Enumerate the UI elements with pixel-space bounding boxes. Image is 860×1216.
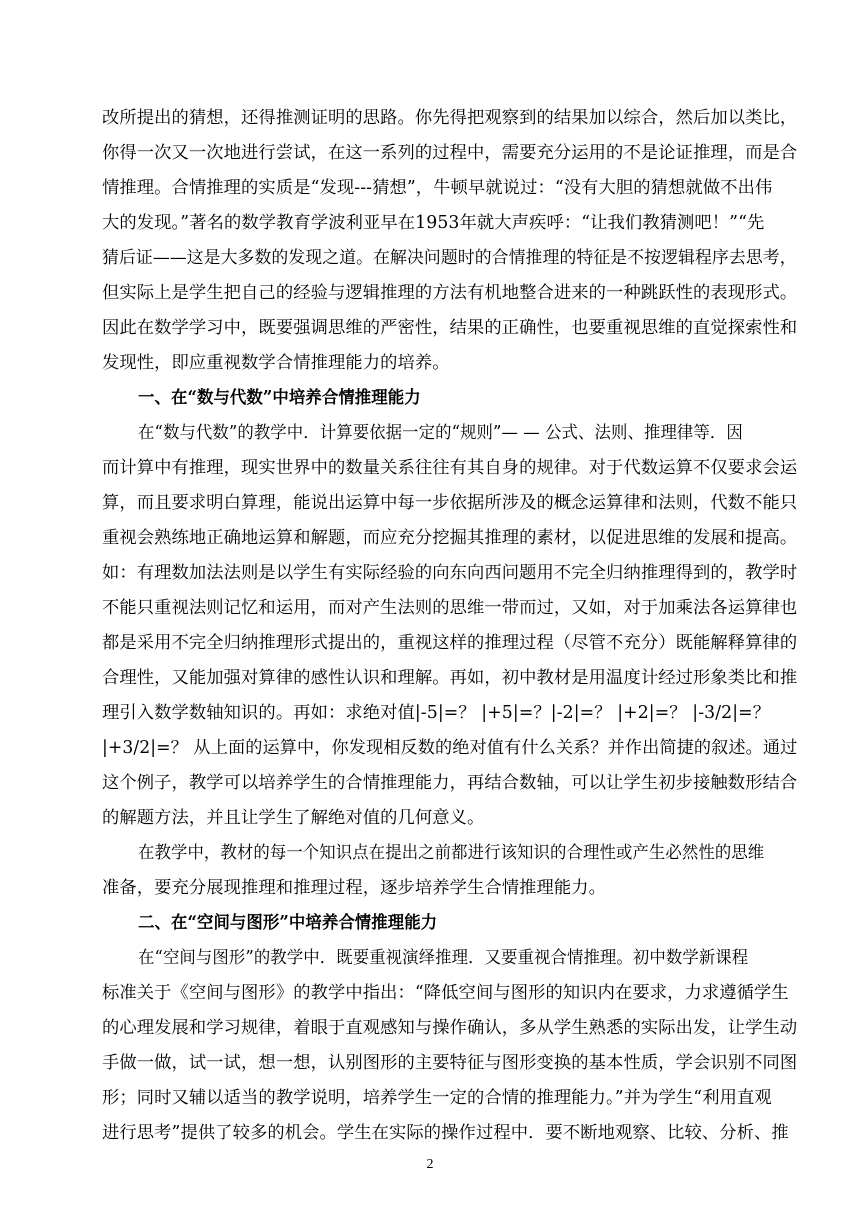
- text-line: 因此在数学学习中，既要强调思维的严密性，结果的正确性，也要重视思维的直觉探索性和: [102, 318, 798, 338]
- text-line: 的心理发展和学习规律，着眼于直观感知与操作确认，多从学生熟悉的实际出发，让学生动: [102, 1018, 798, 1038]
- text-line: 而计算中有推理，现实世界中的数量关系往往有其自身的规律。对于代数运算不仅要求会运: [102, 458, 798, 478]
- text-line: 标准关于《空间与图形》的教学中指出：“降低空间与图形的知识内在要求，力求遵循学生: [102, 983, 789, 1003]
- text-line: 在教学中，教材的每一个知识点在提出之前都进行该知识的合理性或产生必然性的思维: [138, 843, 765, 863]
- text-line: 合理性，又能加强对算律的感性认识和理解。再如，初中教材是用温度计经过形象类比和推: [102, 668, 798, 688]
- text-line: 手做一做，试一试，想一想，认别图形的主要特征与图形变换的基本性质，学会识别不同图: [102, 1053, 798, 1073]
- text-line: 算，而且要求明白算理，能说出运算中每一步依据所涉及的概念运算律和法则，代数不能只: [102, 493, 798, 513]
- text-line: 重视会熟练地正确地运算和解题，而应充分挖掘其推理的素材，以促进思维的发展和提高。: [102, 528, 798, 548]
- text-line: |+3/2|=？ 从上面的运算中，你发现相反数的绝对值有什么关系？并作出简捷的叙述。通过: [102, 738, 798, 758]
- text-line: 准备，要充分展现推理和推理过程，逐步培养学生合情推理能力。: [102, 878, 607, 898]
- text-line: 进行思考”提供了较多的机会。学生在实际的操作过程中．要不断地观察、比较、分析、推: [102, 1123, 789, 1143]
- text-line: 发现性，即应重视数学合情推理能力的培养。: [102, 353, 450, 373]
- text-line: 你得一次又一次地进行尝试，在这一系列的过程中，需要充分运用的不是论证推理，而是合: [102, 143, 798, 163]
- text-line: 但实际上是学生把自己的经验与逻辑推理的方法有机地整合进来的一种跳跃性的表现形式。: [102, 283, 798, 303]
- text-line: 的解题方法，并且让学生了解绝对值的几何意义。: [102, 808, 485, 828]
- text-line: 情推理。合情推理的实质是“发现---猜想”，牛顿早就说过：“没有大胆的猜想就做不出伟: [102, 178, 773, 198]
- text-line: 不能只重视法则记忆和运用，而对产生法则的思维一带而过，又如，对于加乘法各运算律也: [102, 598, 798, 618]
- text-line: 改所提出的猜想，还得推测证明的思路。你先得把观察到的结果加以综合，然后加以类比，: [102, 108, 798, 128]
- page-number: 2: [426, 1157, 434, 1172]
- text-line: 大的发现。”著名的数学教育学波利亚早在1953年就大声疾呼：“让我们教猜测吧！”“先: [102, 213, 765, 233]
- section-heading: 二、在“空间与图形”中培养合情推理能力: [138, 913, 438, 933]
- text-line: 在“空间与图形”的教学中．既要重视演绎推理．又要重视合情推理。初中数学新课程: [138, 948, 749, 968]
- text-line: 形；同时又辅以适当的教学说明，培养学生一定的合情的推理能力。”并为学生“利用直观: [102, 1088, 772, 1108]
- text-line: 理引入数学数轴知识的。再如：求绝对值|-5|=？ |+5|=？|-2|=？ |+2|=？ |-3/2|=？: [102, 703, 771, 723]
- text-line: 猜后证——这是大多数的发现之道。在解决问题时的合情推理的特征是不按逻辑程序去思考，: [102, 248, 797, 268]
- text-line: 都是采用不完全归纳推理形式提出的，重视这样的推理过程（尽管不充分）既能解释算律的: [102, 633, 798, 653]
- text-line: 在“数与代数”的教学中．计算要依据一定的“规则”— — 公式、法则、推理律等．因: [138, 423, 743, 443]
- section-heading: 一、在“数与代数”中培养合情推理能力: [138, 388, 421, 408]
- text-line: 这个例子，教学可以培养学生的合情推理能力，再结合数轴，可以让学生初步接触数形结合: [102, 773, 798, 793]
- text-line: 如：有理数加法法则是以学生有实际经验的向东向西问题用不完全归纳推理得到的，教学时: [102, 563, 798, 583]
